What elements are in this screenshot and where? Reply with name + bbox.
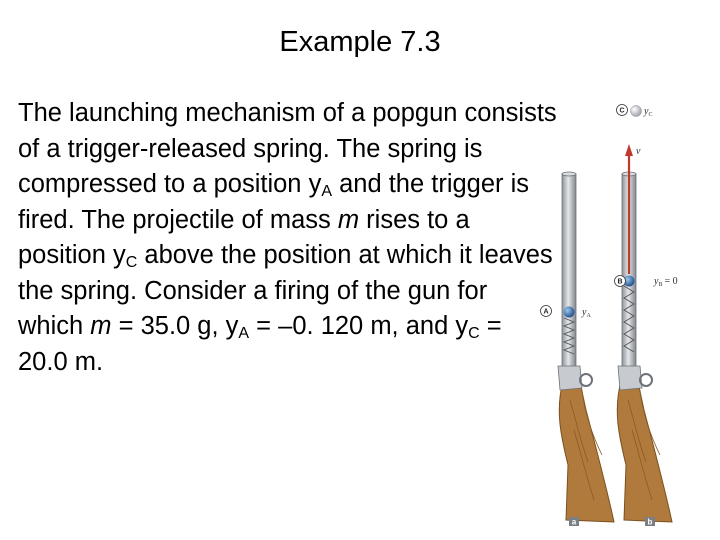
problem-statement — [18, 96, 558, 380]
projectile-a-icon — [564, 307, 575, 318]
gun-b-stock — [617, 378, 672, 522]
panel-b-tag: b — [647, 517, 653, 527]
text-segment: = 35.0 g, y — [111, 312, 239, 340]
panel-a-tag: a — [571, 517, 577, 527]
y-a-label: $y_A$ — [582, 307, 591, 319]
text-segment: rises to a position y — [18, 205, 470, 269]
y-b-label: $y_B = 0$ — [654, 276, 678, 288]
subscript: A — [321, 183, 332, 200]
gun-a-barrel — [562, 174, 576, 370]
text-segment: above the position at which it leaves the spring. Consider a firing of the gun for which — [18, 241, 553, 340]
italic-variable: m — [337, 205, 360, 234]
text-segment: and the trigger is fired. The projectile of mass — [18, 170, 530, 234]
point-c-label: C — [619, 107, 625, 115]
point-a-label: A — [543, 308, 549, 316]
text-segment: = 20.0 m. — [18, 312, 502, 376]
subscript: C — [468, 325, 480, 342]
point-b-label: B — [617, 278, 623, 286]
projectile-c-icon — [631, 106, 642, 117]
italic-variable: m — [90, 312, 112, 340]
popgun-figure — [536, 90, 720, 534]
subscript: C — [125, 254, 138, 271]
subscript: A — [238, 325, 250, 342]
text-segment: = –0. 120 m, and y — [249, 312, 469, 340]
velocity-label: v — [636, 146, 641, 157]
y-c-label: $y_C$ — [644, 106, 653, 118]
gun-a-stock — [559, 378, 614, 522]
slide-title: Example 7.3 — [279, 26, 441, 58]
text-segment: The launching mechanism of a popgun consists of a trigger-released spring. The spring is compressed to a position y — [18, 99, 557, 198]
